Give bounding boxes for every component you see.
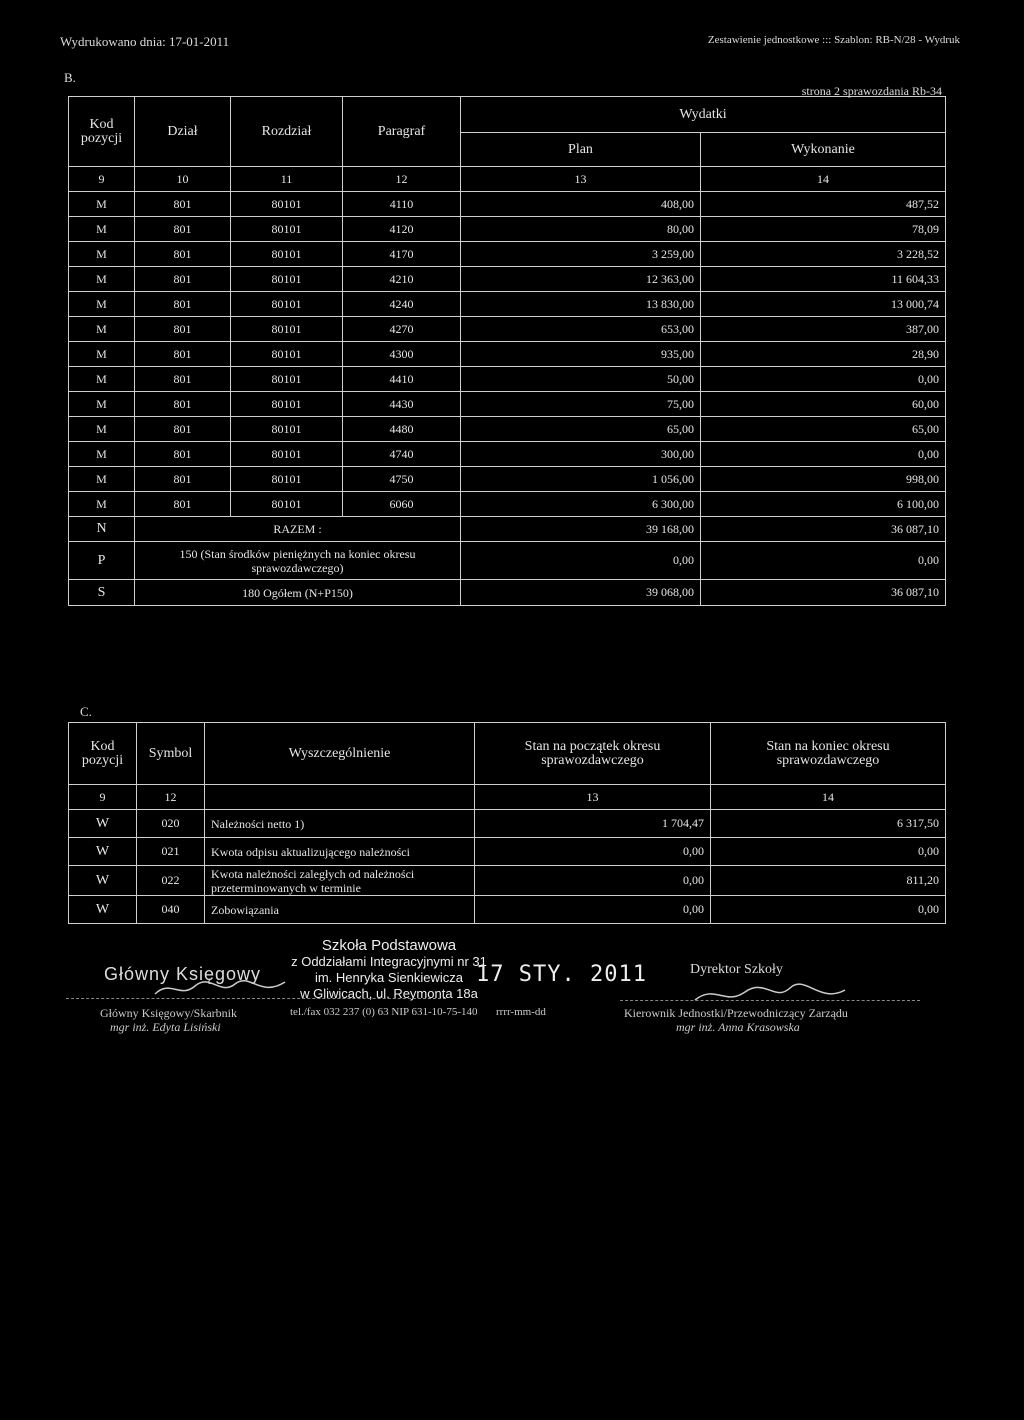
cell-paragraf: 4210 [343,267,461,292]
cell-rozdzial: 80101 [231,192,343,217]
table-row [69,342,946,367]
cell-wykonanie: 36 087,10 [701,517,946,542]
cell-symbol: 021 [137,838,205,866]
cell-wykonanie: 0,00 [701,442,946,467]
header-wykonanie: Wykonanie [701,133,946,167]
header-stan-poczatek: Stan na początek okresu sprawozdawczego [475,723,711,785]
razem-row [69,517,946,542]
cell-koniec: 0,00 [711,838,946,866]
cell-kod: W [69,838,137,866]
col-number: 13 [461,167,701,192]
cell-kod: S [69,580,135,606]
header-symbol: Symbol [137,723,205,785]
header-stan-koniec: Stan na koniec okresu sprawozdawczego [711,723,946,785]
cell-paragraf: 4740 [343,442,461,467]
col-number: 14 [711,785,946,810]
cell-opis: Kwota odpisu aktualizującego należności [205,838,475,866]
cell-kod: N [69,517,135,542]
cell-dzial: 801 [135,417,231,442]
cell-dzial: 801 [135,342,231,367]
cell-kod: M [69,392,135,417]
cell-dzial: 801 [135,442,231,467]
col-number-empty [205,785,475,810]
cell-wykonanie: 13 000,74 [701,292,946,317]
cell-dzial: 801 [135,217,231,242]
cell-dzial: 801 [135,292,231,317]
stamp-line: z Oddziałami Integracyjnymi nr 31 [291,954,487,969]
cell-paragraf: 4750 [343,467,461,492]
cell-paragraf: 4300 [343,342,461,367]
cell-wykonanie: 11 604,33 [701,267,946,292]
stamp-line: Szkoła Podstawowa [321,937,457,954]
cell-plan: 408,00 [461,192,701,217]
header-wyszczegolnienie: Wyszczególnienie [205,723,475,785]
cell-kod: M [69,417,135,442]
cell-plan: 0,00 [461,542,701,580]
cell-rozdzial: 80101 [231,392,343,417]
cell-plan: 50,00 [461,367,701,392]
left-signature-icon [150,974,290,1004]
cell-kod: M [69,292,135,317]
expenses-table [68,96,946,606]
school-stamp [284,938,494,1002]
cell-kod: M [69,192,135,217]
cell-wykonanie: 0,00 [701,542,946,580]
cell-label: RAZEM : [135,517,461,542]
cell-paragraf: 4120 [343,217,461,242]
cell-plan: 65,00 [461,417,701,442]
cell-rozdzial: 80101 [231,317,343,342]
cell-plan: 39 068,00 [461,580,701,606]
cell-plan: 12 363,00 [461,267,701,292]
left-title: Główny Księgowy/Skarbnik [100,1006,237,1020]
cell-wykonanie: 60,00 [701,392,946,417]
table-row [69,492,946,517]
cell-wykonanie: 387,00 [701,317,946,342]
cell-paragraf: 4270 [343,317,461,342]
cell-paragraf: 4410 [343,367,461,392]
stamp-line: w Gliwicach, ul. Reymonta 18a [300,986,478,1001]
table-row [69,838,946,866]
cell-kod: M [69,367,135,392]
cell-paragraf: 4110 [343,192,461,217]
cell-poczatek: 0,00 [475,838,711,866]
table-row [69,392,946,417]
cell-opis: Zobowiązania [205,896,475,924]
cell-koniec: 0,00 [711,896,946,924]
right-title: Kierownik Jednostki/Przewodniczący Zarządu [624,1006,848,1020]
col-number: 14 [701,167,946,192]
page-note: strona 2 sprawozdania Rb-34 [801,84,942,98]
table-row [69,192,946,217]
cell-dzial: 801 [135,367,231,392]
table-row [69,317,946,342]
cell-plan: 3 259,00 [461,242,701,267]
cell-rozdzial: 80101 [231,242,343,267]
cell-rozdzial: 80101 [231,267,343,292]
left-signature-label: Główny Księgowy [104,964,262,984]
row-s [69,580,946,606]
cell-symbol: 020 [137,810,205,838]
col-number: 9 [69,785,137,810]
cell-poczatek: 0,00 [475,896,711,924]
col-number: 9 [69,167,135,192]
header-rozdzial: Rozdział [231,97,343,167]
cell-rozdzial: 80101 [231,367,343,392]
cell-kod: M [69,317,135,342]
table-row [69,442,946,467]
date-stamp: 17 STY. 2011 [476,962,647,987]
signature-line-left [66,998,446,999]
table-row [69,866,946,896]
right-name: mgr inż. Anna Krasowska [676,1020,800,1034]
cell-kod: M [69,442,135,467]
table-row [69,896,946,924]
cell-koniec: 811,20 [711,866,946,896]
cell-poczatek: 1 704,47 [475,810,711,838]
table-row [69,242,946,267]
cell-plan: 6 300,00 [461,492,701,517]
cell-wykonanie: 487,52 [701,192,946,217]
cell-wykonanie: 28,90 [701,342,946,367]
cell-opis: Kwota należności zaległych od należności przeterminowanych w terminie [205,866,475,896]
cell-paragraf: 4430 [343,392,461,417]
cell-kod: M [69,217,135,242]
header-wydatki: Wydatki [461,97,946,133]
col-number: 13 [475,785,711,810]
header-dzial: Dział [135,97,231,167]
cell-symbol: 022 [137,866,205,896]
cell-dzial: 801 [135,492,231,517]
date-format-label: rrrr-mm-dd [496,1006,546,1018]
cell-kod: M [69,492,135,517]
col-number: 12 [343,167,461,192]
cell-rozdzial: 80101 [231,417,343,442]
cell-rozdzial: 80101 [231,217,343,242]
header-paragraf: Paragraf [343,97,461,167]
col-number: 11 [231,167,343,192]
cell-rozdzial: 80101 [231,442,343,467]
cell-plan: 75,00 [461,392,701,417]
cell-wykonanie: 65,00 [701,417,946,442]
cell-plan: 935,00 [461,342,701,367]
cell-dzial: 801 [135,192,231,217]
cell-dzial: 801 [135,392,231,417]
cell-dzial: 801 [135,467,231,492]
cell-rozdzial: 80101 [231,492,343,517]
cell-paragraf: 4240 [343,292,461,317]
cell-plan: 1 056,00 [461,467,701,492]
signature-line-right [620,1000,920,1001]
cell-wykonanie: 3 228,52 [701,242,946,267]
stamp-line: im. Henryka Sienkiewicza [314,970,464,985]
cell-rozdzial: 80101 [231,467,343,492]
right-signature-label: Dyrektor Szkoły [690,962,783,977]
cell-plan: 39 168,00 [461,517,701,542]
right-signature-icon [690,982,850,1008]
col-number: 12 [137,785,205,810]
table-row [69,467,946,492]
cell-plan: 653,00 [461,317,701,342]
cell-wykonanie: 6 100,00 [701,492,946,517]
cell-label: 150 (Stan środków pieniężnych na koniec okresu sprawozdawczego) [135,542,461,580]
table-row [69,417,946,442]
header-plan: Plan [461,133,701,167]
cell-wykonanie: 0,00 [701,367,946,392]
cell-koniec: 6 317,50 [711,810,946,838]
cell-wykonanie: 36 087,10 [701,580,946,606]
receivables-table [68,722,946,924]
cell-kod: W [69,866,137,896]
cell-kod: M [69,267,135,292]
cell-plan: 300,00 [461,442,701,467]
cell-dzial: 801 [135,242,231,267]
stamp-contact: tel./fax 032 237 (0) 63 NIP 631-10-75-140 [290,1006,478,1018]
cell-poczatek: 0,00 [475,866,711,896]
print-date: Wydrukowano dnia: 17-01-2011 [60,34,230,49]
header-kod: Kod pozycji [69,723,137,785]
cell-wykonanie: 78,09 [701,217,946,242]
cell-kod: W [69,896,137,924]
cell-label: 180 Ogółem (N+P150) [135,580,461,606]
table-row [69,367,946,392]
cell-kod: M [69,467,135,492]
table-row [69,810,946,838]
cell-kod: M [69,342,135,367]
section-c-letter: C. [80,704,92,719]
cell-rozdzial: 80101 [231,342,343,367]
cell-plan: 80,00 [461,217,701,242]
left-name: mgr inż. Edyta Lisiński [110,1020,221,1034]
cell-paragraf: 6060 [343,492,461,517]
cell-kod: M [69,242,135,267]
system-label: Zestawienie jednostkowe ::: Szablon: RB-N/28 - Wydruk [707,34,960,46]
cell-kod: W [69,810,137,838]
cell-plan: 13 830,00 [461,292,701,317]
table-row [69,292,946,317]
cell-rozdzial: 80101 [231,292,343,317]
table-row [69,267,946,292]
cell-paragraf: 4170 [343,242,461,267]
row-p [69,542,946,580]
cell-opis: Należności netto 1) [205,810,475,838]
header-kod: Kod pozycji [69,97,135,167]
cell-kod: P [69,542,135,580]
cell-paragraf: 4480 [343,417,461,442]
cell-symbol: 040 [137,896,205,924]
col-number: 10 [135,167,231,192]
cell-dzial: 801 [135,317,231,342]
cell-wykonanie: 998,00 [701,467,946,492]
section-b-letter: B. [64,70,76,85]
table-row [69,217,946,242]
cell-dzial: 801 [135,267,231,292]
